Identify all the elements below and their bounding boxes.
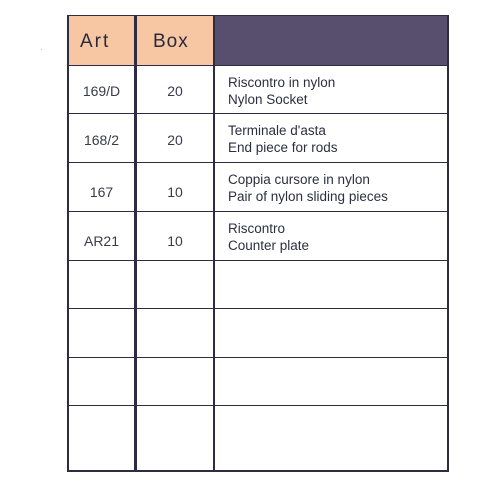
table-top-border — [67, 15, 449, 16]
stray-dot — [41, 49, 42, 50]
row-1-art: 169/D — [82, 83, 121, 99]
header-box-label: Box — [153, 31, 189, 52]
row-divider — [68, 260, 449, 261]
row-3-box: 10 — [167, 184, 183, 200]
row-2-art: 168/2 — [83, 132, 120, 148]
row-divider — [68, 211, 449, 212]
row-3-description-it: Coppia cursore in nylon — [228, 172, 370, 187]
header-description-cell — [215, 16, 448, 65]
row-4-art: AR21 — [83, 233, 120, 249]
row-4-description-en: Counter plate — [228, 238, 310, 253]
row-2-description-en: End piece for rods — [228, 140, 338, 155]
table-right-border — [447, 16, 449, 472]
column-divider-box-desc — [213, 16, 215, 472]
table-bottom-border — [67, 470, 449, 472]
row-3-description-en: Pair of nylon sliding pieces — [228, 189, 388, 204]
row-divider — [68, 405, 449, 406]
row-divider — [68, 113, 449, 114]
row-1-box: 20 — [167, 83, 183, 99]
row-3-description — [228, 171, 388, 205]
row-4-description-it: Riscontro — [228, 221, 286, 236]
row-divider — [68, 357, 449, 358]
row-1-description-it: Riscontro in nylon — [228, 75, 336, 90]
row-divider — [68, 162, 449, 163]
row-divider — [68, 65, 449, 66]
header-art-label: Art — [80, 31, 111, 52]
row-divider — [68, 308, 449, 309]
row-2-box: 20 — [167, 132, 183, 148]
row-1-description — [228, 74, 335, 108]
row-4-box: 10 — [167, 233, 183, 249]
row-4-description — [228, 220, 309, 254]
row-1-description-en: Nylon Socket — [228, 92, 308, 107]
row-2-description — [228, 122, 338, 156]
row-3-art: 167 — [89, 184, 114, 200]
row-2-description-it: Terminale d'asta — [228, 123, 326, 138]
